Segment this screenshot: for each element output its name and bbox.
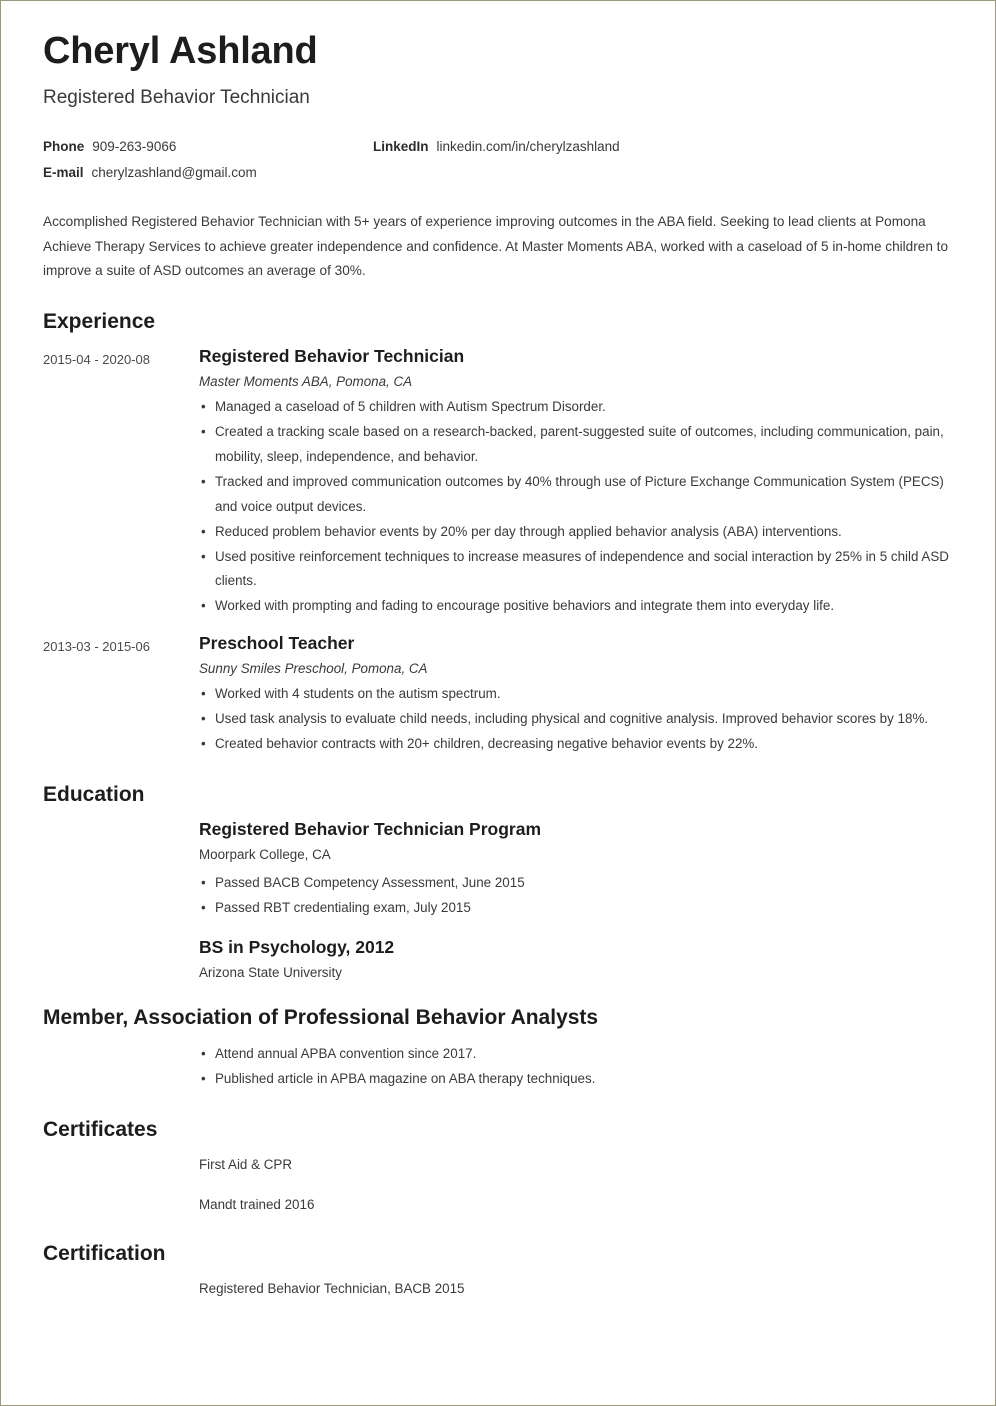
experience-entry [43, 633, 951, 757]
contact-email[interactable] [43, 165, 373, 180]
resume-content [1, 1, 995, 1299]
list-item: • Reduced problem behavior events by 20% per day through applied behavior analysis (ABA) interventions. [199, 520, 951, 545]
list-item: • Worked with 4 students on the autism spectrum. [199, 682, 951, 707]
experience-body [199, 346, 951, 619]
experience-bullets [199, 395, 951, 619]
membership-body [199, 1042, 951, 1092]
contact-email-value[interactable]: cherylzashland@gmail.com [91, 164, 257, 180]
education-program-title: Registered Behavior Technician Program [199, 819, 542, 840]
section-heading-education: Education [43, 783, 145, 807]
contact-row-1 [43, 139, 951, 154]
list-item: • Tracked and improved communication outcomes by 40% through use of Picture Exchange Communication System (PECS) and voice output devices. [199, 470, 951, 520]
contact-row-2 [43, 165, 951, 180]
section-heading-certificates: Certificates [43, 1117, 158, 1141]
experience-company: Sunny Smiles Preschool, Pomona, CA [199, 661, 428, 677]
experience-date: 2013-03 - 2015-06 [43, 639, 150, 655]
education-entry [199, 819, 951, 980]
contact-block [43, 139, 951, 180]
list-item: • Worked with prompting and fading to encourage positive behaviors and integrate them into everyday life. [199, 594, 951, 619]
contact-linkedin-label: LinkedIn [373, 138, 429, 154]
contact-linkedin[interactable] [373, 139, 620, 154]
list-item: • Passed RBT credentialing exam, July 2015 [199, 896, 951, 921]
experience-date: 2015-04 - 2020-08 [43, 352, 150, 367]
certification-body [199, 1278, 951, 1299]
contact-email-label: E-mail [43, 164, 84, 180]
contact-phone [43, 139, 373, 154]
certificate-item: First Aid & CPR [199, 1156, 293, 1172]
section-heading-certification: Certification [43, 1241, 166, 1265]
certificates-body [199, 1154, 951, 1216]
spacer [43, 623, 951, 633]
experience-body [199, 633, 951, 757]
contact-linkedin-value[interactable]: linkedin.com/in/cherylzashland [436, 138, 620, 154]
job-title: Registered Behavior Technician [43, 86, 310, 108]
list-item: • Attend annual APBA convention since 2017. [199, 1042, 951, 1067]
education-school: Moorpark College, CA [199, 847, 331, 863]
membership-bullets [199, 1042, 951, 1092]
list-item: • Used task analysis to evaluate child needs, including physical and cognitive analysis. Improved behavior scores by 18%. [199, 707, 951, 732]
certificate-item: Mandt trained 2016 [199, 1197, 315, 1213]
experience-bullets [199, 682, 951, 757]
contact-phone-value: 909-263-9066 [92, 138, 177, 154]
list-item: • Passed BACB Competency Assessment, June 2015 [199, 871, 951, 896]
contact-phone-label: Phone [43, 138, 85, 154]
experience-company: Master Moments ABA, Pomona, CA [199, 374, 413, 389]
section-heading-experience: Experience [43, 310, 156, 333]
page-title: Cheryl Ashland [43, 30, 318, 72]
list-item: • Created a tracking scale based on a research-backed, parent-suggested suite of outcomes, including communication, pain, mobility, sleep, independence, and behavior. [199, 420, 951, 470]
list-item: • Created behavior contracts with 20+ children, decreasing negative behavior events by 22%. [199, 732, 951, 757]
education-bullets [199, 871, 951, 921]
experience-entry [43, 346, 951, 619]
experience-job-title: Preschool Teacher [199, 633, 355, 654]
education-university: Arizona State University [199, 964, 342, 980]
list-item: • Managed a caseload of 5 children with Autism Spectrum Disorder. [199, 395, 951, 420]
section-heading-membership: Member, Association of Professional Behavior Analysts [43, 1005, 599, 1029]
certification-item: Registered Behavior Technician, BACB 2015 [199, 1280, 465, 1296]
list-item: • Published article in APBA magazine on ABA therapy techniques. [199, 1067, 951, 1092]
list-item: • Used positive reinforcement techniques to increase measures of independence and social interaction by 25% in 5 child ASD clients. [199, 545, 951, 595]
professional-summary: Accomplished Registered Behavior Technician with 5+ years of experience improving outcomes in the ABA field. Seeking to lead clients at Pomona Achieve Therapy Services to achieve greater independence and confidence. At Master Moments ABA, worked with a caseload of 5 in-home children to improve a suite of ASD outcomes an average of 30%. [43, 213, 948, 279]
education-degree-title: BS in Psychology, 2012 [199, 936, 395, 957]
experience-job-title: Registered Behavior Technician [199, 346, 465, 366]
spacer [199, 921, 951, 937]
